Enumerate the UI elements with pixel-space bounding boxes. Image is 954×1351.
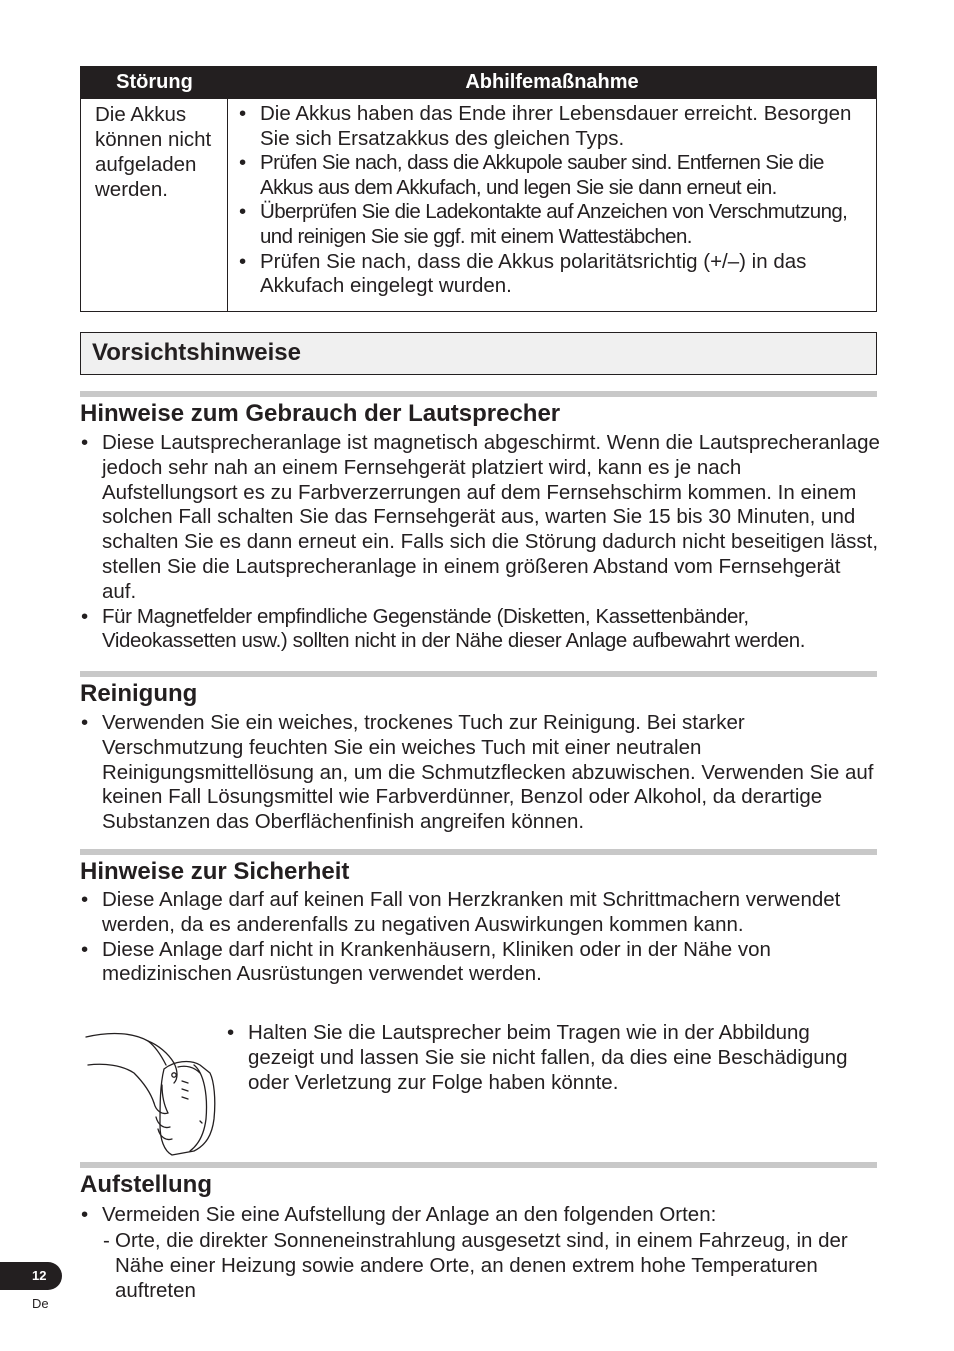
language-label: De — [32, 1296, 49, 1311]
speaker-carrying-illustration — [82, 1025, 222, 1157]
sub-item-text: Orte, die direkter Sonneneinstrahlung ausgesetzt sind, in einem Fahrzeug, in der Nähe einer Heizung sowie andere Orte, an denen extrem hohe Temperaturen auftreten — [115, 1229, 848, 1302]
table-header-remedy: Abhilfemaßnahme — [465, 71, 639, 93]
list-item: • Für Magnetfelder empfindliche Gegenstände (Disketten, Kassettenbänder, Videokassetten usw.) sollten nicht in der Nähe dieser Anlage aufbewahrt werden. — [80, 605, 880, 655]
remedy-item: • Prüfen Sie nach, dass die Akkupole sauber sind. Entfernen Sie die Akkus aus dem Akkufach, und legen Sie sie dann erneut ein. — [237, 151, 870, 200]
section-divider — [80, 391, 877, 397]
heading-safety: Hinweise zur Sicherheit — [80, 858, 350, 885]
remedy-item: • Prüfen Sie nach, dass die Akkus polaritätsrichtig (+/–) in das Akkufach eingelegt wurden. — [237, 250, 870, 299]
list-item: • Diese Anlage darf nicht in Krankenhäusern, Kliniken oder in der Nähe von medizinischen Ausrüstungen verwendet werden. — [80, 938, 880, 988]
heading-setup: Aufstellung — [80, 1171, 212, 1198]
safety-list — [80, 888, 880, 987]
cleaning-list — [80, 711, 880, 835]
section-divider — [80, 849, 877, 855]
table-header-row — [81, 67, 876, 99]
heading-cleaning: Reinigung — [80, 680, 198, 707]
section-divider — [80, 671, 877, 677]
table-remedy-list — [237, 102, 870, 299]
list-item: • Verwenden Sie ein weiches, trockenes Tuch zur Reinigung. Bei starker Verschmutzung feuchten Sie ein weiches Tuch mit einer neutralen Reinigungsmittellösung an, um die Schmutzflecken abzuwischen. Verwenden Sie auf keinen Fall Lösungsmittel wie Farbverdünner, Benzol oder Alkohol, da derartige Substanzen das Oberflächenfinish angreifen können. — [80, 711, 880, 835]
list-item: • Vermeiden Sie eine Aufstellung der Anlage an den folgenden Orten: — [80, 1203, 880, 1228]
setup-sub-item — [103, 1229, 885, 1303]
list-item: • Diese Lautsprecheranlage ist magnetisch abgeschirmt. Wenn die Lautsprecheranlage jedoch sehr nah an einem Fernsehgerät platziert wird, kann es je nach Aufstellungsort es zu Farbverzerrungen auf dem Fernsehschirm kommen. In einem solchen Fall schalten Sie das Fernsehgerät aus, warten Sie 15 bis 30 Minuten, und schalten Sie es dann erneut ein. Falls sich die Störung dadurch nicht beseitigen lässt, stellen Sie die Lautsprecheranlage in einem größeren Abstand vom Fernsehgerät auf. — [80, 431, 880, 605]
section-title: Vorsichtshinweise — [92, 339, 301, 366]
table-column-divider — [227, 99, 228, 311]
page-number: 12 — [32, 1268, 47, 1283]
table-problem-cell: Die Akkus können nicht aufgeladen werden. — [95, 103, 212, 201]
list-item: • Halten Sie die Lautsprecher beim Tragen wie in der Abbildung gezeigt und lassen Sie sie nicht fallen, da dies eine Beschädigung oder Verletzung zur Folge haben könnte. — [226, 1021, 876, 1095]
dash-marker: - — [103, 1229, 110, 1252]
remedy-item: • Die Akkus haben das Ende ihrer Lebensdauer erreicht. Besorgen Sie sich Ersatzakkus des gleichen Typs. — [237, 102, 870, 151]
troubleshooting-table — [80, 66, 877, 312]
table-header-problem: Störung — [116, 71, 193, 93]
list-item: • Diese Anlage darf auf keinen Fall von Herzkranken mit Schrittmachern verwendet werden, da es anderenfalls zu negativen Auswirkungen kommen kann. — [80, 888, 880, 938]
remedy-item: • Überprüfen Sie die Ladekontakte auf Anzeichen von Verschmutzung, und reinigen Sie sie ggf. mit einem Wattestäbchen. — [237, 200, 870, 249]
speakers-list — [80, 431, 880, 654]
section-title-box — [80, 332, 877, 375]
safety-illustrated-list — [226, 1021, 876, 1095]
page-number-badge — [0, 1262, 62, 1290]
setup-list — [80, 1203, 880, 1228]
heading-speakers: Hinweise zum Gebrauch der Lautsprecher — [80, 400, 561, 427]
section-divider — [80, 1162, 877, 1168]
